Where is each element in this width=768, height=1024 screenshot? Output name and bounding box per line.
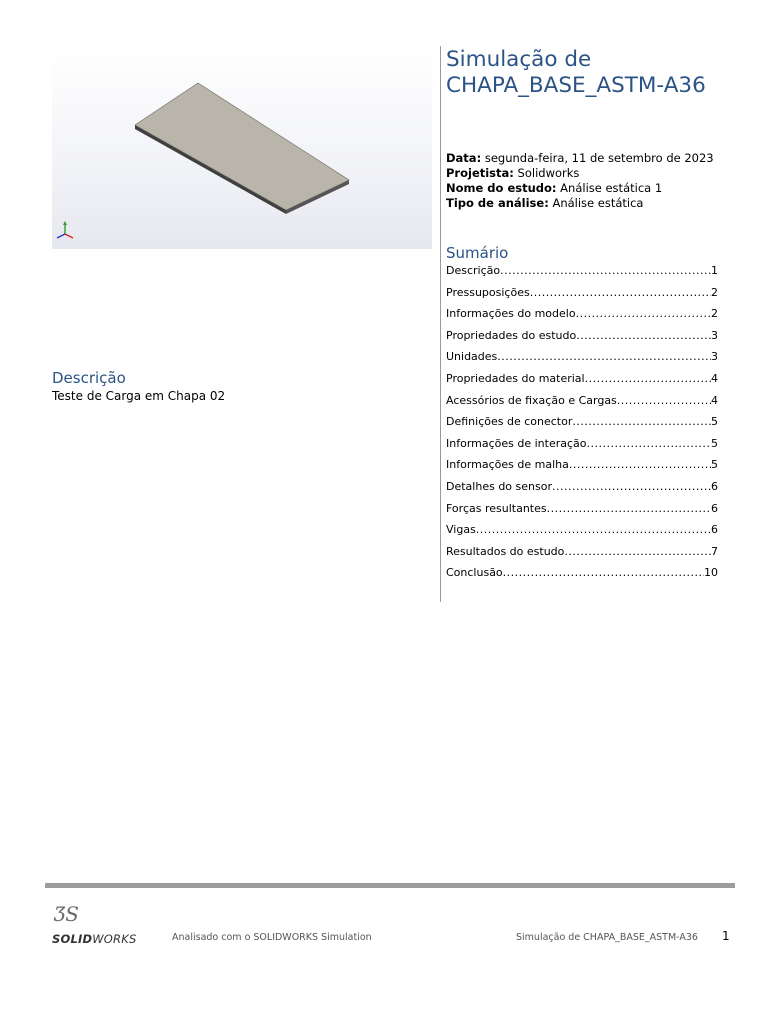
toc-leader [617,392,711,410]
meta-study-name-label: Nome do estudo: [446,181,557,195]
toc-leader [564,543,711,561]
toc-item-conclusao[interactable] [446,564,718,586]
toc-page-number: 10 [704,566,718,580]
model-preview-image [52,46,432,249]
meta-date-label: Data: [446,151,482,165]
meta-analysis-type-value: Análise estática [552,196,644,210]
toc-leader [585,370,711,388]
meta-study-name-value: Análise estática 1 [560,181,663,195]
meta-analysis-type-label: Tipo de análise: [446,196,549,210]
toc-label: Forças resultantes [446,501,547,515]
footer-page-number: 1 [722,929,730,943]
toc-leader [576,305,711,323]
meta-date [446,151,714,166]
toc-item-informacoes-malha[interactable] [446,456,718,478]
toc-leader [476,521,711,539]
toc-leader [547,500,711,518]
toc-item-vigas[interactable] [446,521,718,543]
toc-label: Descrição [446,264,501,277]
toc-item-propriedades-estudo[interactable] [446,327,718,349]
toc-page-number: 2 [711,285,718,299]
table-of-contents [446,262,718,586]
toc-item-resultados-estudo[interactable] [446,543,718,565]
toc-page-number: 4 [711,371,718,385]
meta-analysis-type [446,196,714,211]
toc-item-pressuposicoes[interactable] [446,284,718,306]
toc-page-number: 5 [711,415,718,429]
toc-leader [530,284,711,302]
toc-leader [552,478,711,496]
wordmark-light: WORKS [92,932,137,946]
meta-designer-value: Solidworks [517,166,580,180]
toc-page-number: 4 [711,393,718,407]
toc-item-unidades[interactable] [446,348,718,370]
summary-title: Sumário [446,244,509,262]
toc-page-number: 7 [711,544,718,558]
meta-study-name [446,181,714,196]
toc-leader [503,564,704,582]
toc-leader [576,327,711,345]
toc-page-number: 1 [711,264,718,277]
meta-designer-label: Projetista: [446,166,514,180]
page-title: Simulação de CHAPA_BASE_ASTM-A36 [446,47,706,98]
toc-item-propriedades-material[interactable] [446,370,718,392]
toc-leader [572,413,711,431]
footer-document-title: Simulação de CHAPA_BASE_ASTM-A36 [516,932,698,943]
toc-item-informacoes-interacao[interactable] [446,435,718,457]
meta-designer [446,166,714,181]
toc-page-number: 5 [711,436,718,450]
footer-divider [45,883,735,888]
toc-label: Vigas [446,523,476,537]
toc-page-number: 2 [711,307,718,321]
toc-page-number: 3 [711,350,718,364]
footer-analyzed-text: Analisado com o SOLIDWORKS Simulation [172,932,372,943]
solidworks-wordmark [52,932,136,946]
study-meta [446,151,714,211]
toc-item-detalhes-sensor[interactable] [446,478,718,500]
wordmark-bold: SOLID [52,932,93,946]
toc-label: Informações de malha [446,458,569,472]
toc-label: Conclusão [446,566,503,580]
toc-leader [587,435,711,453]
toc-item-forcas-resultantes[interactable] [446,500,718,522]
toc-label: Acessórios de fixação e Cargas [446,393,617,407]
toc-page-number: 6 [711,523,718,537]
column-divider [440,46,441,602]
axis-triad-icon [57,221,73,238]
toc-item-definicoes-conector[interactable] [446,413,718,435]
svg-text:ƷS: ƷS [54,902,79,926]
toc-label: Detalhes do sensor [446,479,552,493]
toc-page-number: 3 [711,328,718,342]
toc-page-number: 6 [711,501,718,515]
toc-label: Definições de conector [446,415,573,429]
toc-label: Resultados do estudo [446,544,565,558]
description-text: Teste de Carga em Chapa 02 [52,389,226,403]
description-title: Descrição [52,369,126,387]
toc-label: Informações do modelo [446,307,576,321]
3ds-logo-icon [52,897,92,931]
meta-date-value: segunda-feira, 11 de setembro de 2023 [484,151,714,165]
toc-item-informacoes-modelo[interactable] [446,305,718,327]
toc-label: Pressuposições [446,285,530,299]
toc-page-number: 6 [711,479,718,493]
toc-label: Informações de interação [446,436,587,450]
toc-label: Propriedades do estudo [446,328,577,342]
toc-leader [569,456,711,474]
toc-label: Unidades [446,350,498,364]
toc-label: Propriedades do material [446,371,585,385]
toc-leader [497,348,711,366]
toc-leader [500,262,711,280]
toc-item-descricao[interactable] [446,262,718,284]
solidworks-logo [52,897,162,947]
toc-item-acessorios-cargas[interactable] [446,392,718,414]
toc-page-number: 5 [711,458,718,472]
